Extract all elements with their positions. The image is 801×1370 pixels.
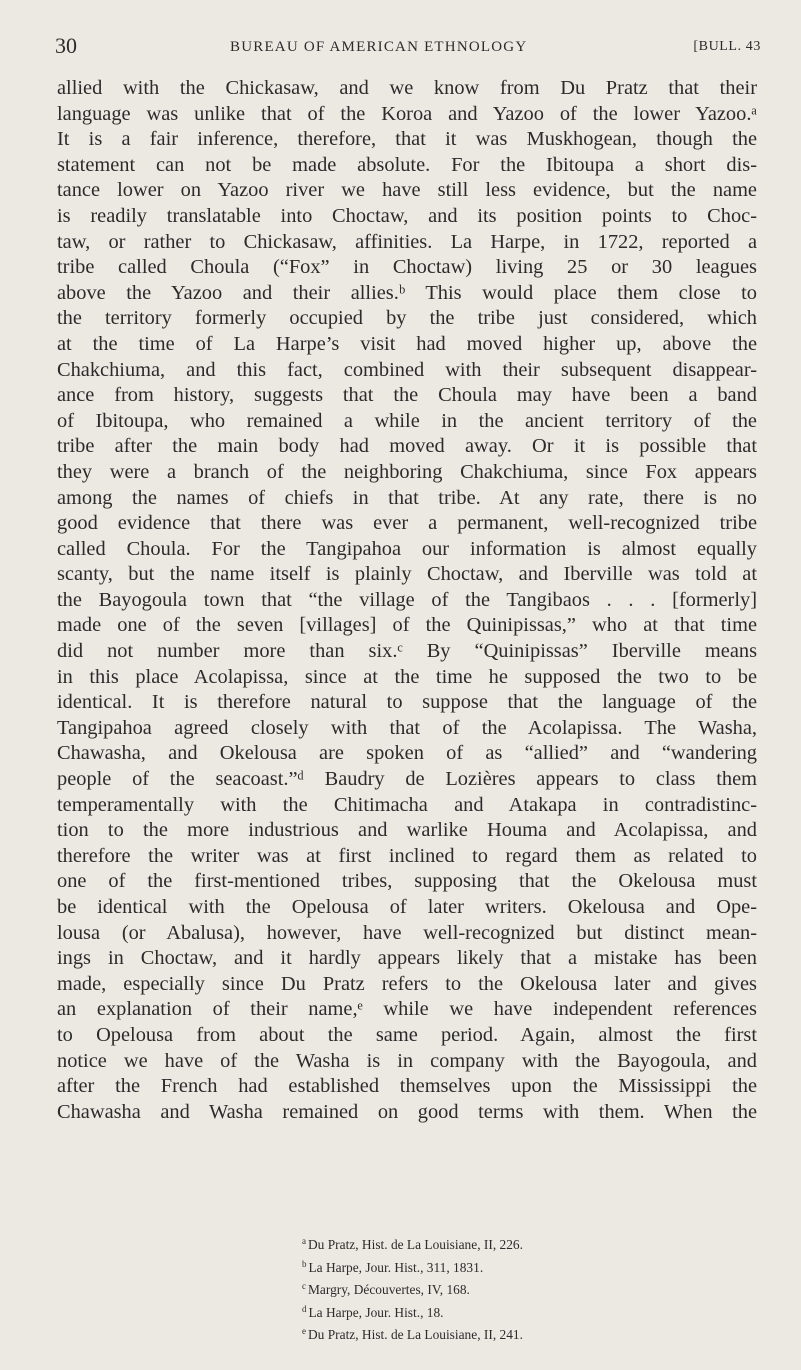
- body-line: notice we have of the Washa is in company with the Bayogoula, and: [57, 1049, 757, 1072]
- body-line: made, especially since Du Pratz refers to the Okelousa later and gives: [57, 972, 757, 995]
- footnote: [0, 1322, 801, 1345]
- body-line: Chawasha, and Okelousa are spoken of as “allied” and “wandering: [57, 742, 757, 765]
- footnote-mark: a: [302, 1236, 306, 1246]
- body-line: of Ibitoupa, who remained a while in the ancient territory of the: [57, 409, 757, 432]
- body-line: ance from history, suggests that the Choula may have been a band: [57, 384, 757, 407]
- body-line: therefore the writer was at first inclined to regard them as related to: [57, 844, 757, 867]
- body-line: Chawasha and Washa remained on good terms with them. When the: [57, 1100, 757, 1123]
- running-head-title: BUREAU OF AMERICAN ETHNOLOGY: [230, 39, 528, 55]
- body-line: made one of the seven [villages] of the Quinipissas,” who at that time: [57, 614, 757, 637]
- footnote-text: La Harpe, Jour. Hist., 18.: [308, 1304, 444, 1320]
- body-line: tance lower on Yazoo river we have still less evidence, but the name: [57, 179, 757, 202]
- body-line: be identical with the Opelousa of later writers. Okelousa and Ope-: [57, 896, 757, 918]
- footnote: [0, 1300, 801, 1323]
- body-line: in this place Acolapissa, since at the time he supposed the two to be: [57, 665, 757, 688]
- body-line: tribe after the main body had moved away. Or it is possible that: [57, 435, 757, 458]
- footnote-text: La Harpe, Jour. Hist., 311, 1831.: [308, 1259, 484, 1275]
- body-line: tion to the more industrious and warlike Houma and Acolapissa, and: [57, 819, 757, 842]
- body-line: the territory formerly occupied by the tribe just considered, which: [57, 307, 757, 330]
- body-line: statement can not be made absolute. For the Ibitoupa a short dis-: [57, 153, 757, 176]
- body-line: among the names of chiefs in that tribe. At any rate, there is no: [57, 486, 757, 509]
- footnote-mark: b: [302, 1258, 307, 1269]
- bulletin-reference: [BULL. 43: [693, 39, 761, 54]
- footnote: [0, 1232, 801, 1255]
- body-line: lousa (or Abalusa), however, have well-recognized but distinct mean-: [57, 921, 757, 944]
- footnote-mark: c: [302, 1281, 306, 1291]
- body-line: allied with the Chickasaw, and we know from Du Pratz that their: [57, 77, 757, 99]
- body-line: good evidence that there was ever a permanent, well-recognized tribe: [57, 512, 757, 535]
- body-line: after the French had established themselves upon the Mississippi the: [57, 1075, 757, 1098]
- footnote-text: Du Pratz, Hist. de La Louisiane, II, 226.: [308, 1237, 523, 1252]
- body-line: they were a branch of the neighboring Chakchiuma, since Fox appears: [57, 460, 757, 483]
- footnote-text: Du Pratz, Hist. de La Louisiane, II, 241.: [308, 1327, 523, 1342]
- body-line: at the time of La Harpe’s visit had moved higher up, above the: [57, 332, 757, 355]
- body-line: did not number more than six.ᶜ By “Quinipissas” Iberville means: [57, 640, 757, 663]
- body-line: Tangipahoa agreed closely with that of the Acolapissa. The Washa,: [57, 716, 757, 739]
- running-head: [55, 34, 761, 58]
- body-line: Chakchiuma, and this fact, combined with their subsequent disappear-: [57, 358, 757, 381]
- body-line: tribe called Choula (“Fox” in Choctaw) living 25 or 30 leagues: [57, 256, 757, 279]
- body-line: the Bayogoula town that “the village of the Tangibaos . . . [formerly]: [57, 588, 757, 611]
- body-line: is readily translatable into Choctaw, and its position points to Choc-: [57, 204, 757, 227]
- body-line: above the Yazoo and their allies.ᵇ This would place them close to: [57, 281, 757, 304]
- body-line: ings in Choctaw, and it hardly appears likely that a mistake has been: [57, 947, 757, 970]
- footnote-text: Margry, Découvertes, IV, 168.: [308, 1282, 470, 1297]
- body-line: an explanation of their name,ᵉ while we have independent references: [57, 998, 757, 1021]
- footnotes: [0, 1232, 801, 1345]
- page-number: 30: [55, 33, 77, 58]
- body-line: It is a fair inference, therefore, that it was Muskhogean, though the: [57, 128, 757, 151]
- body-text: [57, 76, 757, 1125]
- footnote-mark: d: [302, 1303, 307, 1314]
- body-line: scanty, but the name itself is plainly Choctaw, and Iberville was told at: [57, 563, 757, 586]
- footnote: [0, 1277, 801, 1300]
- body-line: taw, or rather to Chickasaw, affinities. La Harpe, in 1722, reported a: [57, 230, 757, 253]
- body-line: called Choula. For the Tangipahoa our information is almost equally: [57, 537, 757, 560]
- body-line: people of the seacoast.”ᵈ Baudry de Lozières appears to class them: [57, 768, 757, 791]
- body-line: temperamentally with the Chitimacha and Atakapa in contradistinc-: [57, 793, 757, 816]
- body-line: one of the first-mentioned tribes, supposing that the Okelousa must: [57, 870, 757, 893]
- footnote-mark: e: [302, 1326, 306, 1336]
- body-line: language was unlike that of the Koroa and Yazoo of the lower Yazoo.ᵃ: [57, 102, 757, 125]
- body-line: identical. It is therefore natural to suppose that the language of the: [57, 691, 757, 714]
- footnote: [0, 1255, 801, 1278]
- body-line: to Opelousa from about the same period. Again, almost the first: [57, 1023, 757, 1046]
